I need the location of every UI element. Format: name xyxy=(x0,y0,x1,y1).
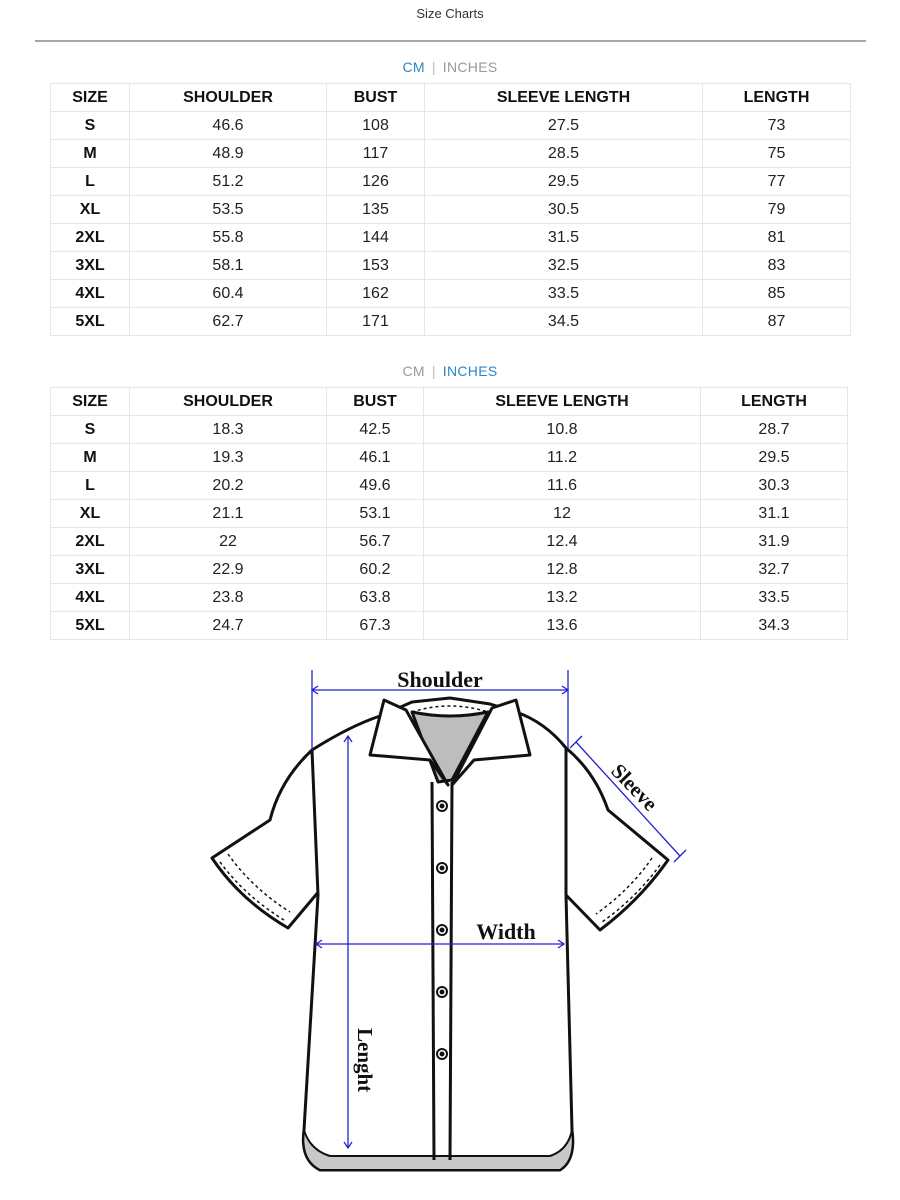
shoulder-cell: 60.4 xyxy=(130,280,327,308)
shoulder-cell: 19.3 xyxy=(130,444,327,472)
size-cell: L xyxy=(51,168,130,196)
length-cell: 31.1 xyxy=(701,500,848,528)
length-cell: 75 xyxy=(703,140,851,168)
column-header-shoulder: SHOULDER xyxy=(130,84,327,112)
shoulder-cell: 23.8 xyxy=(130,584,327,612)
table-row xyxy=(51,280,851,308)
bust-cell: 46.1 xyxy=(327,444,424,472)
table-row xyxy=(51,140,851,168)
sleeve-length-cell: 29.5 xyxy=(425,168,703,196)
column-header-bust: BUST xyxy=(327,84,425,112)
length-cell: 33.5 xyxy=(701,584,848,612)
column-header-bust: BUST xyxy=(327,388,424,416)
column-header-size: SIZE xyxy=(51,84,130,112)
sleeve-length-cell: 13.2 xyxy=(424,584,701,612)
length-cell: 87 xyxy=(703,308,851,336)
unit-option-inches[interactable]: INCHES xyxy=(442,59,498,75)
sleeve-length-cell: 12.8 xyxy=(424,556,701,584)
bust-cell: 56.7 xyxy=(327,528,424,556)
size-cell: S xyxy=(51,416,130,444)
table-row xyxy=(51,500,848,528)
length-cell: 73 xyxy=(703,112,851,140)
size-cell: L xyxy=(51,472,130,500)
bust-cell: 153 xyxy=(327,252,425,280)
size-table-cm xyxy=(50,83,851,336)
table-row xyxy=(51,444,848,472)
size-cell: 5XL xyxy=(51,308,130,336)
length-cell: 29.5 xyxy=(701,444,848,472)
sleeve-length-cell: 12.4 xyxy=(424,528,701,556)
size-cell: 2XL xyxy=(51,528,130,556)
shoulder-cell: 51.2 xyxy=(130,168,327,196)
size-table-inches xyxy=(50,387,848,640)
size-cell: XL xyxy=(51,500,130,528)
bust-cell: 49.6 xyxy=(327,472,424,500)
unit-option-cm[interactable]: CM xyxy=(402,59,425,75)
bust-cell: 171 xyxy=(327,308,425,336)
column-header-shoulder: SHOULDER xyxy=(130,388,327,416)
table-row xyxy=(51,416,848,444)
sleeve-length-cell: 31.5 xyxy=(425,224,703,252)
unit-toggle-cm-chart xyxy=(0,59,900,75)
length-cell: 79 xyxy=(703,196,851,224)
sleeve-length-cell: 34.5 xyxy=(425,308,703,336)
length-cell: 77 xyxy=(703,168,851,196)
shoulder-cell: 21.1 xyxy=(130,500,327,528)
sleeve-length-cell: 13.6 xyxy=(424,612,701,640)
sleeve-length-cell: 12 xyxy=(424,500,701,528)
column-header-sleeve-length: SLEEVE LENGTH xyxy=(424,388,701,416)
table-row xyxy=(51,556,848,584)
shirt-measurement-diagram xyxy=(200,660,700,1200)
table-row xyxy=(51,308,851,336)
shoulder-cell: 18.3 xyxy=(130,416,327,444)
sleeve-length-cell: 28.5 xyxy=(425,140,703,168)
page-title: Size Charts xyxy=(416,6,484,21)
bust-cell: 67.3 xyxy=(327,612,424,640)
size-cell: 3XL xyxy=(51,556,130,584)
sleeve-label: Sleeve xyxy=(606,758,663,816)
size-cell: 2XL xyxy=(51,224,130,252)
width-label: Width xyxy=(476,919,536,944)
shoulder-cell: 53.5 xyxy=(130,196,327,224)
sleeve-length-cell: 11.6 xyxy=(424,472,701,500)
size-cell: M xyxy=(51,444,130,472)
bust-cell: 108 xyxy=(327,112,425,140)
unit-separator: | xyxy=(431,363,436,379)
sleeve-length-cell: 30.5 xyxy=(425,196,703,224)
size-cell: 4XL xyxy=(51,280,130,308)
bust-cell: 63.8 xyxy=(327,584,424,612)
unit-separator: | xyxy=(431,59,436,75)
shoulder-cell: 22.9 xyxy=(130,556,327,584)
table-row xyxy=(51,584,848,612)
bust-cell: 126 xyxy=(327,168,425,196)
table-header-row xyxy=(51,84,851,112)
shoulder-cell: 48.9 xyxy=(130,140,327,168)
length-cell: 32.7 xyxy=(701,556,848,584)
bust-cell: 53.1 xyxy=(327,500,424,528)
bust-cell: 144 xyxy=(327,224,425,252)
table-header-row xyxy=(51,388,848,416)
unit-option-cm[interactable]: CM xyxy=(402,363,425,379)
length-cell: 31.9 xyxy=(701,528,848,556)
bust-cell: 60.2 xyxy=(327,556,424,584)
bust-cell: 162 xyxy=(327,280,425,308)
length-label: Lenght xyxy=(353,1028,377,1093)
title-divider xyxy=(35,40,866,42)
unit-toggle-inches-chart xyxy=(0,363,900,379)
length-cell: 81 xyxy=(703,224,851,252)
column-header-sleeve-length: SLEEVE LENGTH xyxy=(425,84,703,112)
shoulder-cell: 46.6 xyxy=(130,112,327,140)
column-header-size: SIZE xyxy=(51,388,130,416)
sleeve-length-cell: 32.5 xyxy=(425,252,703,280)
shoulder-label: Shoulder xyxy=(397,667,483,692)
bust-cell: 135 xyxy=(327,196,425,224)
bust-cell: 117 xyxy=(327,140,425,168)
size-cell: 5XL xyxy=(51,612,130,640)
column-header-length: LENGTH xyxy=(701,388,848,416)
table-row xyxy=(51,224,851,252)
shoulder-cell: 20.2 xyxy=(130,472,327,500)
shoulder-cell: 58.1 xyxy=(130,252,327,280)
length-cell: 83 xyxy=(703,252,851,280)
table-row xyxy=(51,196,851,224)
table-row xyxy=(51,112,851,140)
sleeve-length-cell: 10.8 xyxy=(424,416,701,444)
table-row xyxy=(51,252,851,280)
size-cell: 3XL xyxy=(51,252,130,280)
table-row xyxy=(51,168,851,196)
size-cell: 4XL xyxy=(51,584,130,612)
table-row xyxy=(51,528,848,556)
shoulder-cell: 22 xyxy=(130,528,327,556)
table-row xyxy=(51,612,848,640)
unit-option-inches[interactable]: INCHES xyxy=(442,363,498,379)
sleeve-length-cell: 11.2 xyxy=(424,444,701,472)
column-header-length: LENGTH xyxy=(703,84,851,112)
size-cell: M xyxy=(51,140,130,168)
shoulder-cell: 62.7 xyxy=(130,308,327,336)
length-cell: 30.3 xyxy=(701,472,848,500)
table-row xyxy=(51,472,848,500)
bust-cell: 42.5 xyxy=(327,416,424,444)
sleeve-length-cell: 33.5 xyxy=(425,280,703,308)
length-cell: 34.3 xyxy=(701,612,848,640)
shoulder-cell: 24.7 xyxy=(130,612,327,640)
size-cell: XL xyxy=(51,196,130,224)
length-cell: 85 xyxy=(703,280,851,308)
sleeve-length-cell: 27.5 xyxy=(425,112,703,140)
shoulder-cell: 55.8 xyxy=(130,224,327,252)
length-cell: 28.7 xyxy=(701,416,848,444)
size-cell: S xyxy=(51,112,130,140)
